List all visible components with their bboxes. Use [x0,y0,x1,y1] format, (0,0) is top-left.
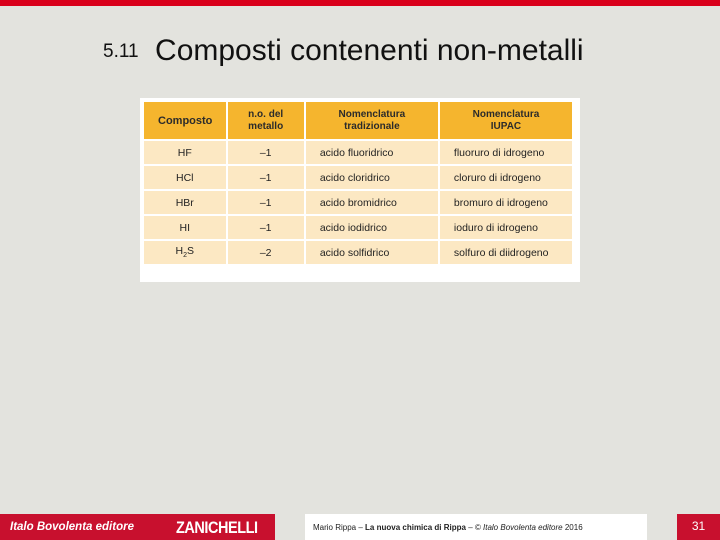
oxidation-number-cell: –1 [228,141,304,164]
copyright: © Italo Bovolenta editore [474,523,563,532]
table-row [144,141,572,164]
header-traditional [306,102,438,139]
header-trad-line2: tradizionale [344,120,400,132]
header-no-line2: metallo [248,120,284,132]
formula-cell [144,241,226,264]
iupac-name-cell: ioduro di idrogeno [440,216,572,239]
book-title: La nuova chimica di Rippa [365,523,466,532]
formula-main: H [175,245,184,258]
formula-cell: HF [144,141,226,164]
oxidation-number-cell: –1 [228,216,304,239]
nomenclature-table [140,98,580,282]
header-compound: Composto [144,102,226,139]
iupac-name-cell: solfuro di diidrogeno [440,241,572,264]
publisher-name: Italo Bovolenta editore [10,521,134,533]
formula-cell: HI [144,216,226,239]
table-header-row [144,102,572,139]
page-title: Composti contenenti non-metalli [155,34,584,67]
header-no-line1: n.o. del [248,108,284,120]
iupac-name-cell: fluoruro di idrogeno [440,141,572,164]
header-trad-line1: Nomenclatura [338,108,406,120]
brand-name: ZANICHELLI [176,518,258,537]
oxidation-number-cell: –2 [228,241,304,264]
table-row [144,216,572,239]
traditional-name-cell: acido iodidrico [306,216,438,239]
header-iupac [440,102,572,139]
author: Mario Rippa – [313,523,363,532]
table-row [144,166,572,189]
oxidation-number-cell: –1 [228,166,304,189]
footer [0,514,720,540]
table-row [144,191,572,214]
publisher-logo [0,514,275,540]
formula-tail: S [187,245,195,258]
table-row [144,241,572,264]
header-iupac-line2: IUPAC [490,120,522,132]
traditional-name-cell: acido solfidrico [306,241,438,264]
iupac-name-cell: bromuro di idrogeno [440,191,572,214]
page-number: 31 [677,514,720,540]
traditional-name-cell: acido bromidrico [306,191,438,214]
traditional-name-cell: acido cloridrico [306,166,438,189]
formula-subscript: 2 [183,252,187,260]
slide-title [103,34,584,68]
separator: – [468,523,473,532]
formula-cell: HBr [144,191,226,214]
top-accent-bar [0,0,720,6]
formula-cell: HCl [144,166,226,189]
header-oxidation-number [228,102,304,139]
traditional-name-cell: acido fluoridrico [306,141,438,164]
slide-number: 5.11 [103,41,139,62]
credits [305,514,647,540]
oxidation-number-cell: –1 [228,191,304,214]
header-iupac-line1: Nomenclatura [472,108,540,120]
iupac-name-cell: cloruro di idrogeno [440,166,572,189]
year: 2016 [564,523,583,532]
